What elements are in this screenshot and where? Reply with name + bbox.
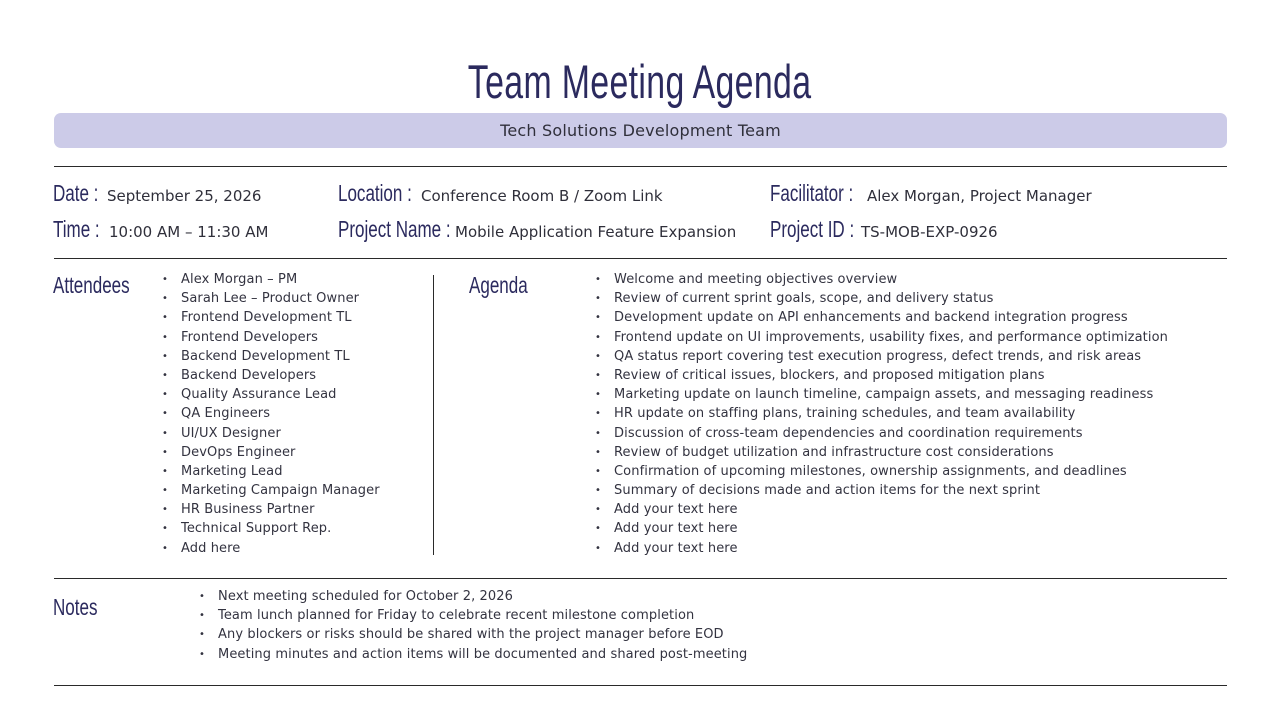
attendees-list — [162, 270, 380, 558]
page-title — [0, 54, 1280, 109]
project-id-field — [770, 216, 998, 243]
location-field — [338, 180, 663, 207]
note-item: • Team lunch planned for Friday to celebrate recent milestone completion — [199, 606, 747, 625]
attendee-item: • Marketing Campaign Manager — [162, 481, 380, 500]
agenda-item: • Add your text here — [595, 519, 1168, 538]
agenda-heading — [469, 272, 548, 299]
agenda-item: • Add your text here — [595, 500, 1168, 519]
agenda-item: • HR update on staffing plans, training schedules, and team availability — [595, 404, 1168, 423]
divider-details — [54, 258, 1227, 259]
agenda-item: • QA status report covering test execution progress, defect trends, and risk areas — [595, 347, 1168, 366]
attendees-heading — [53, 272, 157, 299]
divider-top — [54, 166, 1227, 167]
note-item: • Any blockers or risks should be shared with the project manager before EOD — [199, 625, 747, 644]
facilitator-value: Alex Morgan, Project Manager — [867, 187, 1092, 205]
attendee-item: • Add here — [162, 539, 380, 558]
agenda-item: • Marketing update on launch timeline, campaign assets, and messaging readiness — [595, 385, 1168, 404]
attendee-item: • UI/UX Designer — [162, 424, 380, 443]
attendee-item: • Backend Development TL — [162, 347, 380, 366]
date-field — [53, 180, 262, 207]
divider-notes — [54, 578, 1227, 579]
agenda-item: • Discussion of cross-team dependencies and coordination requirements — [595, 424, 1168, 443]
attendees-heading-text: Attendees — [53, 272, 130, 298]
project-name-value: Mobile Application Feature Expansion — [455, 223, 737, 241]
agenda-item: • Review of critical issues, blockers, and proposed mitigation plans — [595, 366, 1168, 385]
agenda-item: • Review of current sprint goals, scope, and delivery status — [595, 289, 1168, 308]
attendee-item: • QA Engineers — [162, 404, 380, 423]
time-value: 10:00 AM – 11:30 AM — [109, 223, 269, 241]
agenda-item: • Development update on API enhancements and backend integration progress — [595, 308, 1168, 327]
agenda-item: • Confirmation of upcoming milestones, ownership assignments, and deadlines — [595, 462, 1168, 481]
time-field — [53, 216, 269, 243]
agenda-heading-text: Agenda — [469, 272, 528, 298]
attendee-item: • HR Business Partner — [162, 500, 380, 519]
project-name-label: Project Name : — [338, 216, 451, 242]
project-name-field — [338, 216, 737, 243]
notes-heading-text: Notes — [53, 594, 98, 620]
project-id-label: Project ID : — [770, 216, 855, 242]
date-value: September 25, 2026 — [107, 187, 262, 205]
agenda-item: • Review of budget utilization and infrastructure cost considerations — [595, 443, 1168, 462]
column-divider — [433, 275, 434, 555]
agenda-item: • Frontend update on UI improvements, usability fixes, and performance optimization — [595, 328, 1168, 347]
agenda-list — [595, 270, 1168, 558]
attendee-item: • Sarah Lee – Product Owner — [162, 289, 380, 308]
location-label: Location : — [338, 180, 412, 206]
attendee-item: • Quality Assurance Lead — [162, 385, 380, 404]
facilitator-label: Facilitator : — [770, 180, 854, 206]
project-id-value: TS-MOB-EXP-0926 — [861, 223, 998, 241]
attendee-item: • Marketing Lead — [162, 462, 380, 481]
team-banner — [54, 113, 1227, 148]
location-value: Conference Room B / Zoom Link — [421, 187, 663, 205]
note-item: • Next meeting scheduled for October 2, 2026 — [199, 587, 747, 606]
team-name: Tech Solutions Development Team — [500, 121, 781, 140]
notes-heading — [53, 594, 113, 621]
attendee-item: • Backend Developers — [162, 366, 380, 385]
attendee-item: • Frontend Developers — [162, 328, 380, 347]
title-text: Team Meeting Agenda — [468, 55, 812, 108]
attendee-item: • Alex Morgan – PM — [162, 270, 380, 289]
agenda-item: • Welcome and meeting objectives overview — [595, 270, 1168, 289]
agenda-item: • Summary of decisions made and action items for the next sprint — [595, 481, 1168, 500]
agenda-item: • Add your text here — [595, 539, 1168, 558]
attendee-item: • DevOps Engineer — [162, 443, 380, 462]
date-label: Date : — [53, 180, 99, 206]
note-item: • Meeting minutes and action items will be documented and shared post-meeting — [199, 645, 747, 664]
time-label: Time : — [53, 216, 100, 242]
divider-bottom — [54, 685, 1227, 686]
attendee-item: • Technical Support Rep. — [162, 519, 380, 538]
notes-list — [199, 587, 747, 664]
attendee-item: • Frontend Development TL — [162, 308, 380, 327]
facilitator-field — [770, 180, 1092, 207]
